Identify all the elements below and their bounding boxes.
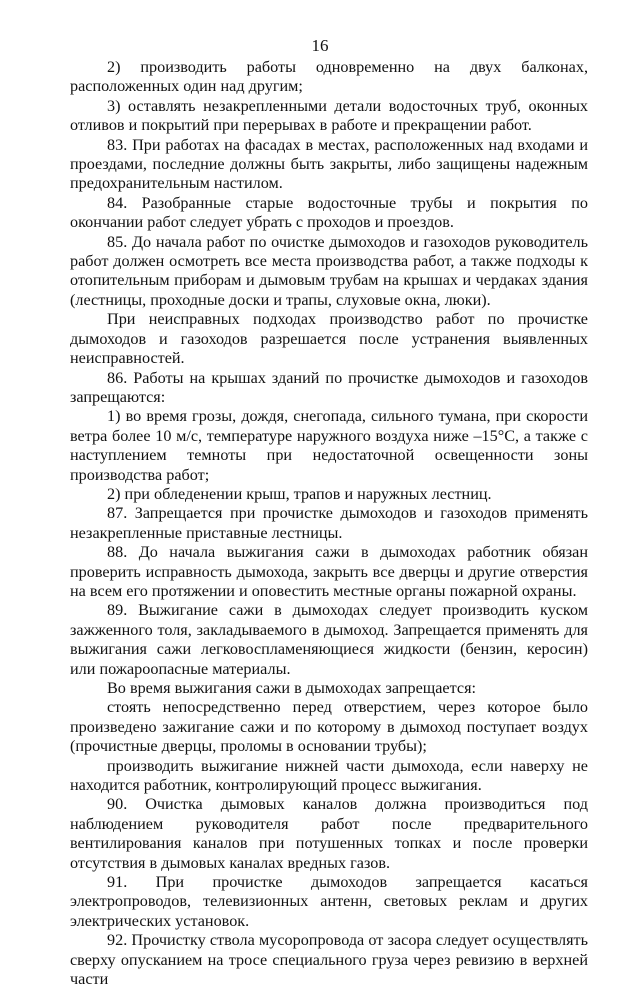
paragraph: 91. При прочистке дымоходов запрещается касаться электропроводов, телевизионных антенн, световых реклам и других электрических установок. (70, 873, 588, 930)
page-number: 16 (311, 36, 329, 55)
paragraph: 2) при обледенении крыш, трапов и наружных лестниц. (107, 484, 492, 503)
paragraph: производить выжигание нижней части дымохода, если наверху не находится работник, контролирующий процесс выжигания. (70, 756, 588, 795)
paragraph: 1) во время грозы, дождя, снегопада, сильного тумана, при скорости ветра более 10 м/с, температуре наружного воздуха ниже –15°С, а также с наступлением темноты при недостаточной освещенности зоны производства работ; (70, 407, 588, 484)
paragraph: 89. Выжигание сажи в дымоходах следует производить куском зажженного толя, закладываемого в дымоход. Запрещается применять для выжигания сажи легковоспламеняющиеся жидкости (бензин, керосин) или пожароопасные материалы. (70, 601, 588, 678)
paragraph: стоять непосредственно перед отверстием, через которое было произведено зажигание сажи и по которому в дымоход поступает воздух (прочистные дверцы, проломы в основании трубы); (70, 698, 588, 756)
paragraph: При неисправных подходах производство работ по прочистке дымоходов и газоходов разрешается после устранения выявленных неисправностей. (70, 310, 588, 368)
paragraph: 2) производить работы одновременно на двух балконах, расположенных один над другим; (70, 58, 588, 96)
paragraph: 3) оставлять незакрепленными детали водосточных труб, оконных отливов и покрытий при перерывах в работе и прекращении работ. (70, 96, 588, 135)
paragraph: 90. Очистка дымовых каналов должна производиться под наблюдением руководителя работ после предварительного вентилирования каналов при потушенных топках и после проверки отсутствия в дымовых каналах вредных газов. (70, 795, 588, 872)
paragraph: 85. До начала работ по очистке дымоходов и газоходов руководитель работ должен осмотреть все места производства работ, а также подходы к отопительным приборам и дымовым трубам на крышах и чердаках здания (лестницы, проходные доски и трапы, слуховые окна, люки). (70, 232, 588, 309)
paragraph: Во время выжигания сажи в дымоходах запрещается: (107, 679, 477, 697)
paragraph: 92. Прочистку ствола мусоропровода от засора следует осуществлять сверху опусканием на тросе специального груза через ревизию в верхней части (70, 931, 588, 989)
paragraph: 84. Разобранные старые водосточные трубы и покрытия по окончании работ следует убрать с проходов и проездов. (70, 193, 588, 232)
paragraph: 83. При работах на фасадах в местах, расположенных над входами и проездами, последние должны быть закрыты, либо защищены надежным предохранительным настилом. (70, 135, 588, 193)
document-body (70, 58, 588, 990)
paragraph: 88. До начала выжигания сажи в дымоходах работник обязан проверить исправность дымохода, закрыть все дверцы и другие отверстия на всем его протяжении и оповестить местные органы пожарной охраны. (70, 543, 588, 600)
paragraph: 87. Запрещается при прочистке дымоходов и газоходов применять незакрепленные приставные лестницы. (70, 504, 588, 542)
paragraph: 86. Работы на крышах зданий по прочистке дымоходов и газоходов запрещаются: (70, 368, 588, 406)
